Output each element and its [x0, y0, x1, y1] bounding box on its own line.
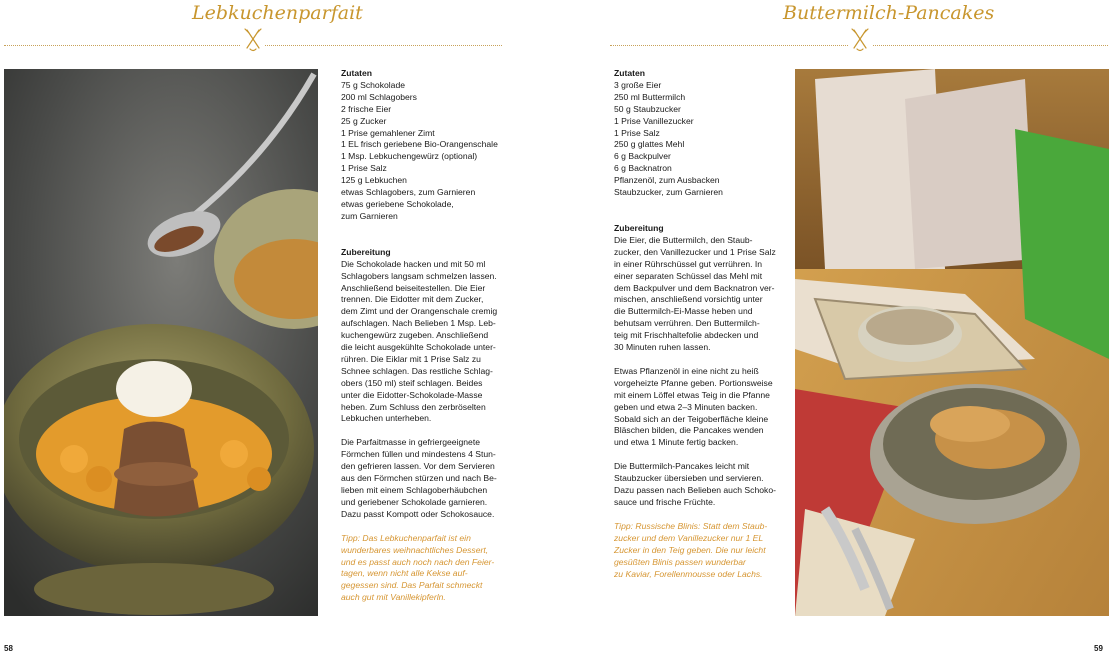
parfait-photo: [4, 69, 318, 616]
ingredient-item: 2 frische Eier: [341, 103, 392, 114]
ingredient-item: etwas geriebene Schokolade,: [341, 198, 454, 209]
method-line: vorgeheizte Pfanne geben. Portionsweise: [614, 377, 773, 388]
ingredient-item: 75 g Schokolade: [341, 79, 406, 90]
method-heading: Zubereitung: [614, 222, 664, 233]
page-number: 58: [4, 644, 13, 653]
tip-line: Tipp: Das Lebkuchenparfait ist ein: [341, 532, 471, 543]
ingredient-item: 50 g Staubzucker: [614, 103, 681, 114]
method-line: mit einem Löffel etwas Teig in die Pfanne: [614, 389, 770, 400]
method-line: Schlagobers langsam schmelzen lassen.: [341, 270, 497, 281]
method-line: 30 Minuten ruhen lassen.: [614, 342, 711, 353]
ingredient-item: 3 große Eier: [614, 79, 662, 90]
method-line: aufschlagen. Nach Belieben 1 Msp. Leb-: [341, 318, 496, 329]
method-line: und etwa 1 Minute fertig backen.: [614, 437, 739, 448]
method-line: die leicht ausgekühlte Schokolade unter-: [341, 342, 496, 353]
tip-line: gesüßten Blinis passen wunderbar: [614, 556, 746, 567]
tip-line: zu Kaviar, Forellenmousse oder Lachs.: [614, 568, 763, 579]
ingredient-item: Staubzucker, zum Garnieren: [614, 187, 723, 198]
tip-line: und es passt auch noch nach den Feier-: [341, 556, 495, 567]
method-line: Die Schokolade hacken und mit 50 ml: [341, 258, 486, 269]
method-line: aus den Förmchen stürzen und nach Be-: [341, 473, 497, 484]
page-number: 59: [1094, 644, 1103, 653]
method-heading: Zubereitung: [341, 246, 391, 257]
method-paragraph: [614, 366, 784, 449]
method-line: kuchengewürz zugeben. Anschließend: [341, 330, 489, 341]
method-line: die Buttermilch-Ei-Masse heben und: [614, 306, 753, 317]
method-line: zucker, den Vanillezucker und 1 Prise Salz: [614, 246, 776, 257]
ingredient-item: 25 g Zucker: [341, 115, 387, 126]
tip-line: auch gut mit Vanillekipferln.: [341, 592, 446, 603]
tip-paragraph: [341, 533, 521, 604]
ingredient-item: 1 Msp. Lebkuchengewürz (optional): [341, 151, 478, 162]
method-paragraph: [614, 235, 784, 354]
ingredient-item: 6 g Backnatron: [614, 163, 672, 174]
method-line: heben. Zum Schluss den zerbröselten: [341, 401, 486, 412]
method-line: trennen. Die Eidotter mit dem Zucker,: [341, 294, 484, 305]
cutlery-ornament-icon: [848, 27, 872, 53]
method-line: dem Zimt und der Orangenschale cremig: [341, 306, 498, 317]
tip-line: tagen, wenn nicht alle Kekse auf-: [341, 568, 468, 579]
method-line: lieben mit einem Schlagoberhäubchen: [341, 485, 488, 495]
recipe-title: Lebkuchenparfait: [192, 2, 363, 24]
cutlery-ornament-icon: [241, 27, 265, 53]
method-line: Die Parfaitmasse in gefriergeeignete: [341, 437, 481, 448]
ingredient-item: 250 g glattes Mehl: [614, 139, 685, 150]
tip-line: wunderbares weihnachtliches Dessert,: [341, 544, 489, 555]
method-line: in einer Rührschüssel gut verrühren. In: [614, 258, 763, 269]
method-line: behutsam verrühren. Den Buttermilch-: [614, 318, 760, 329]
method-line: Die Eier, die Buttermilch, den Staub-: [614, 234, 753, 245]
ingredient-item: etwas Schlagobers, zum Garnieren: [341, 187, 476, 198]
ingredient-item: 1 Prise Salz: [614, 127, 660, 138]
method-line: Dazu passen nach Belieben auch Schoko-: [614, 485, 776, 496]
ingredient-item: 1 EL frisch geriebene Bio-Orangenschale: [341, 139, 498, 150]
ingredient-item: 1 Prise Salz: [341, 163, 387, 174]
ingredient-item: 250 ml Buttermilch: [614, 91, 686, 102]
ingredient-list: [614, 80, 784, 199]
ingredient-item: 125 g Lebkuchen: [341, 175, 407, 186]
pancakes-photo: [795, 69, 1109, 616]
method-line: dem Backpulver und dem Backnatron ver-: [614, 282, 775, 293]
tip-line: Zucker in den Teig geben. Die nur leicht: [614, 544, 766, 555]
method-line: Lebkuchen unterheben.: [341, 413, 432, 424]
method-line: obers (150 ml) steif schlagen. Beides: [341, 377, 483, 388]
method-line: den gefrieren lassen. Vor dem Servieren: [341, 461, 495, 472]
method-line: Die Buttermilch-Pancakes leicht mit: [614, 461, 750, 472]
ingredient-item: 6 g Backpulver: [614, 151, 671, 162]
ingredient-item: 200 ml Schlagobers: [341, 91, 417, 102]
tip-paragraph: [614, 521, 784, 581]
ingredient-item: Pflanzenöl, zum Ausbacken: [614, 175, 720, 186]
tip-line: Tipp: Russische Blinis: Statt dem Staub-: [614, 520, 768, 531]
method-line: Staubzucker übersieben und servieren.: [614, 473, 764, 484]
ingredient-item: zum Garnieren: [341, 210, 398, 221]
tip-line: gegessen sind. Das Parfait schmeckt: [341, 580, 483, 591]
method-line: sauce und frische Früchte.: [614, 497, 716, 507]
recipe-title: Buttermilch-Pancakes: [783, 2, 995, 24]
method-line: Anschließend beiseitestellen. Die Eier: [341, 282, 486, 293]
method-paragraph: [341, 437, 521, 520]
method-line: und geriebener Schokolade garnieren.: [341, 496, 488, 507]
method-line: Bläschen bilden, die Pancakes wenden: [614, 425, 764, 436]
ingredient-item: 1 Prise gemahlener Zimt: [341, 127, 435, 138]
method-line: geben und etwa 2–3 Minuten backen.: [614, 401, 758, 412]
ingredients-heading: Zutaten: [614, 68, 646, 78]
ingredient-list: [341, 80, 521, 223]
method-line: teig mit Frischhaltefolie abdecken und: [614, 330, 759, 341]
method-line: unter die Eidotter-Schokolade-Masse: [341, 389, 483, 400]
method-paragraph: [614, 461, 784, 509]
method-paragraph: [341, 259, 521, 426]
tip-line: zucker und dem Vanillezucker nur 1 EL: [614, 532, 764, 543]
method-line: Sobald sich an der Teigoberfläche kleine: [614, 413, 769, 424]
method-line: Etwas Pflanzenöl in eine nicht zu heiß: [614, 365, 759, 376]
method-line: einer separaten Schüssel das Mehl mit: [614, 270, 763, 281]
method-line: mischen, anschließend vorsichtig unter: [614, 294, 763, 305]
method-line: Dazu passt Kompott oder Schokosauce.: [341, 508, 495, 519]
method-line: Schnee schlagen. Das restliche Schlag-: [341, 365, 493, 376]
ingredient-item: 1 Prise Vanillezucker: [614, 115, 694, 126]
method-line: Förmchen füllen und mindestens 4 Stun-: [341, 449, 496, 460]
method-line: rühren. Die Eiklar mit 1 Prise Salz zu: [341, 353, 481, 364]
ingredients-heading: Zutaten: [341, 68, 373, 78]
